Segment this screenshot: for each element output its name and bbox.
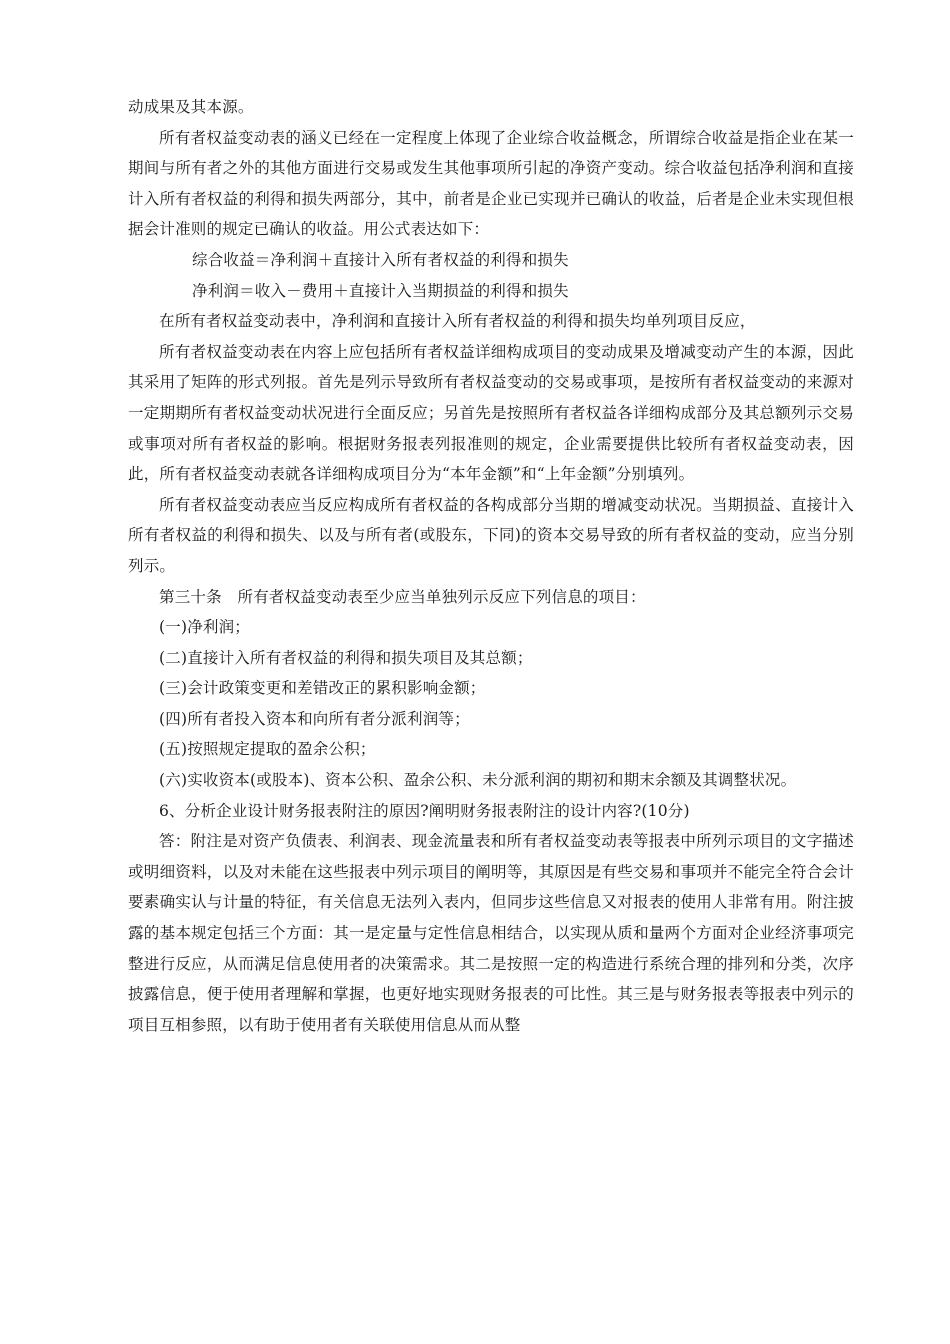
paragraph-continuation: 动成果及其本源。 <box>128 98 254 116</box>
formula-net-profit: 净利润＝收入－费用＋直接计入当期损益的利得和损失 <box>192 281 569 300</box>
article-thirty: 第三十条 所有者权益变动表至少应当单独列示反应下列信息的项目： <box>159 587 646 606</box>
list-item: (二)直接计入所有者权益的利得和损失项目及其总额； <box>159 648 533 667</box>
list-item: (六)实收资本(或股本)、资本公积、盈余公积、未分派利润的期初和期末余额及其调整状况。 <box>159 771 797 790</box>
question-heading: 6、分析企业设计财务报表附注的原因?阐明财务报表附注的设计内容?(10分) <box>159 801 690 820</box>
formula-comprehensive-income: 综合收益＝净利润＋直接计入所有者权益的利得和损失 <box>192 250 569 269</box>
document-body <box>128 92 854 1040</box>
paragraph-single-item: 在所有者权益变动表中，净利润和直接计入所有者权益的利得和损失均单列项目反应， <box>159 312 756 331</box>
paragraph-matrix-format: 所有者权益变动表在内容上应包括所有者权益详细构成项目的变动成果及增减变动产生的本源，因此其采用了矩阵的形式列报。首先是列示导致所有者权益变动的交易或事项，是按所有者权益变动的来源对一定期期所有者权益变动状况进行全面反应；另首先是按照所有者权益各详细构成部分及其总额列示交易或事项对所有者权益的影响。根据财务报表列报准则的规定，企业需要提供比较所有者权益变动表，因此，所有者权益变动表就各详细构成项目分为“本年金额”和“上年金额”分别填列。 <box>128 342 854 484</box>
paragraph-comprehensive-income: 所有者权益变动表的涵义已经在一定程度上体现了企业综合收益概念，所谓综合收益是指企业在某一期间与所有者之外的其他方面进行交易或发生其他事项所引起的净资产变动。综合收益包括净利润和直接计入所有者权益的利得和损失两部分，其中，前者是企业已实现并已确认的收益，后者是企业未实现但根据会计准则的规定已确认的收益。用公式表达如下： <box>128 128 854 239</box>
list-item: (三)会计政策变更和差错改正的累积影响金额； <box>159 679 486 698</box>
paragraph-component-changes: 所有者权益变动表应当反应构成所有者权益的各构成部分当期的增减变动状况。当期损益、直接计入所有者权益的利得和损失、以及与所有者(或股东，下同)的资本交易导致的所有者权益的变动，应当分别列示。 <box>128 495 854 575</box>
answer-paragraph: 答：附注是对资产负债表、利润表、现金流量表和所有者权益变动表等报表中所列示项目的文字描述或明细资料，以及对未能在这些报表中列示项目的阐明等，其原因是有些交易和事项并不能完全符合会计要素确实认与计量的特征，有关信息无法列入表内，但同步这些信息又对报表的使用人非常有用。附注披露的基本规定包括三个方面：其一是定量与定性信息相结合，以实现从质和量两个方面对企业经济事项完整进行反应，从而满足信息使用者的决策需求。其二是按照一定的构造进行系统合理的排列和分类，次序披露信息，便于使用者理解和掌握，也更好地实现财务报表的可比性。其三是与财务报表等报表中列示的项目互相参照，以有助于使用者有关联使用信息从而从整 <box>128 832 854 1034</box>
list-item: (一)净利润； <box>159 618 250 637</box>
list-item: (五)按照规定提取的盈余公积； <box>159 740 376 759</box>
list-item: (四)所有者投入资本和向所有者分派利润等； <box>159 709 470 728</box>
